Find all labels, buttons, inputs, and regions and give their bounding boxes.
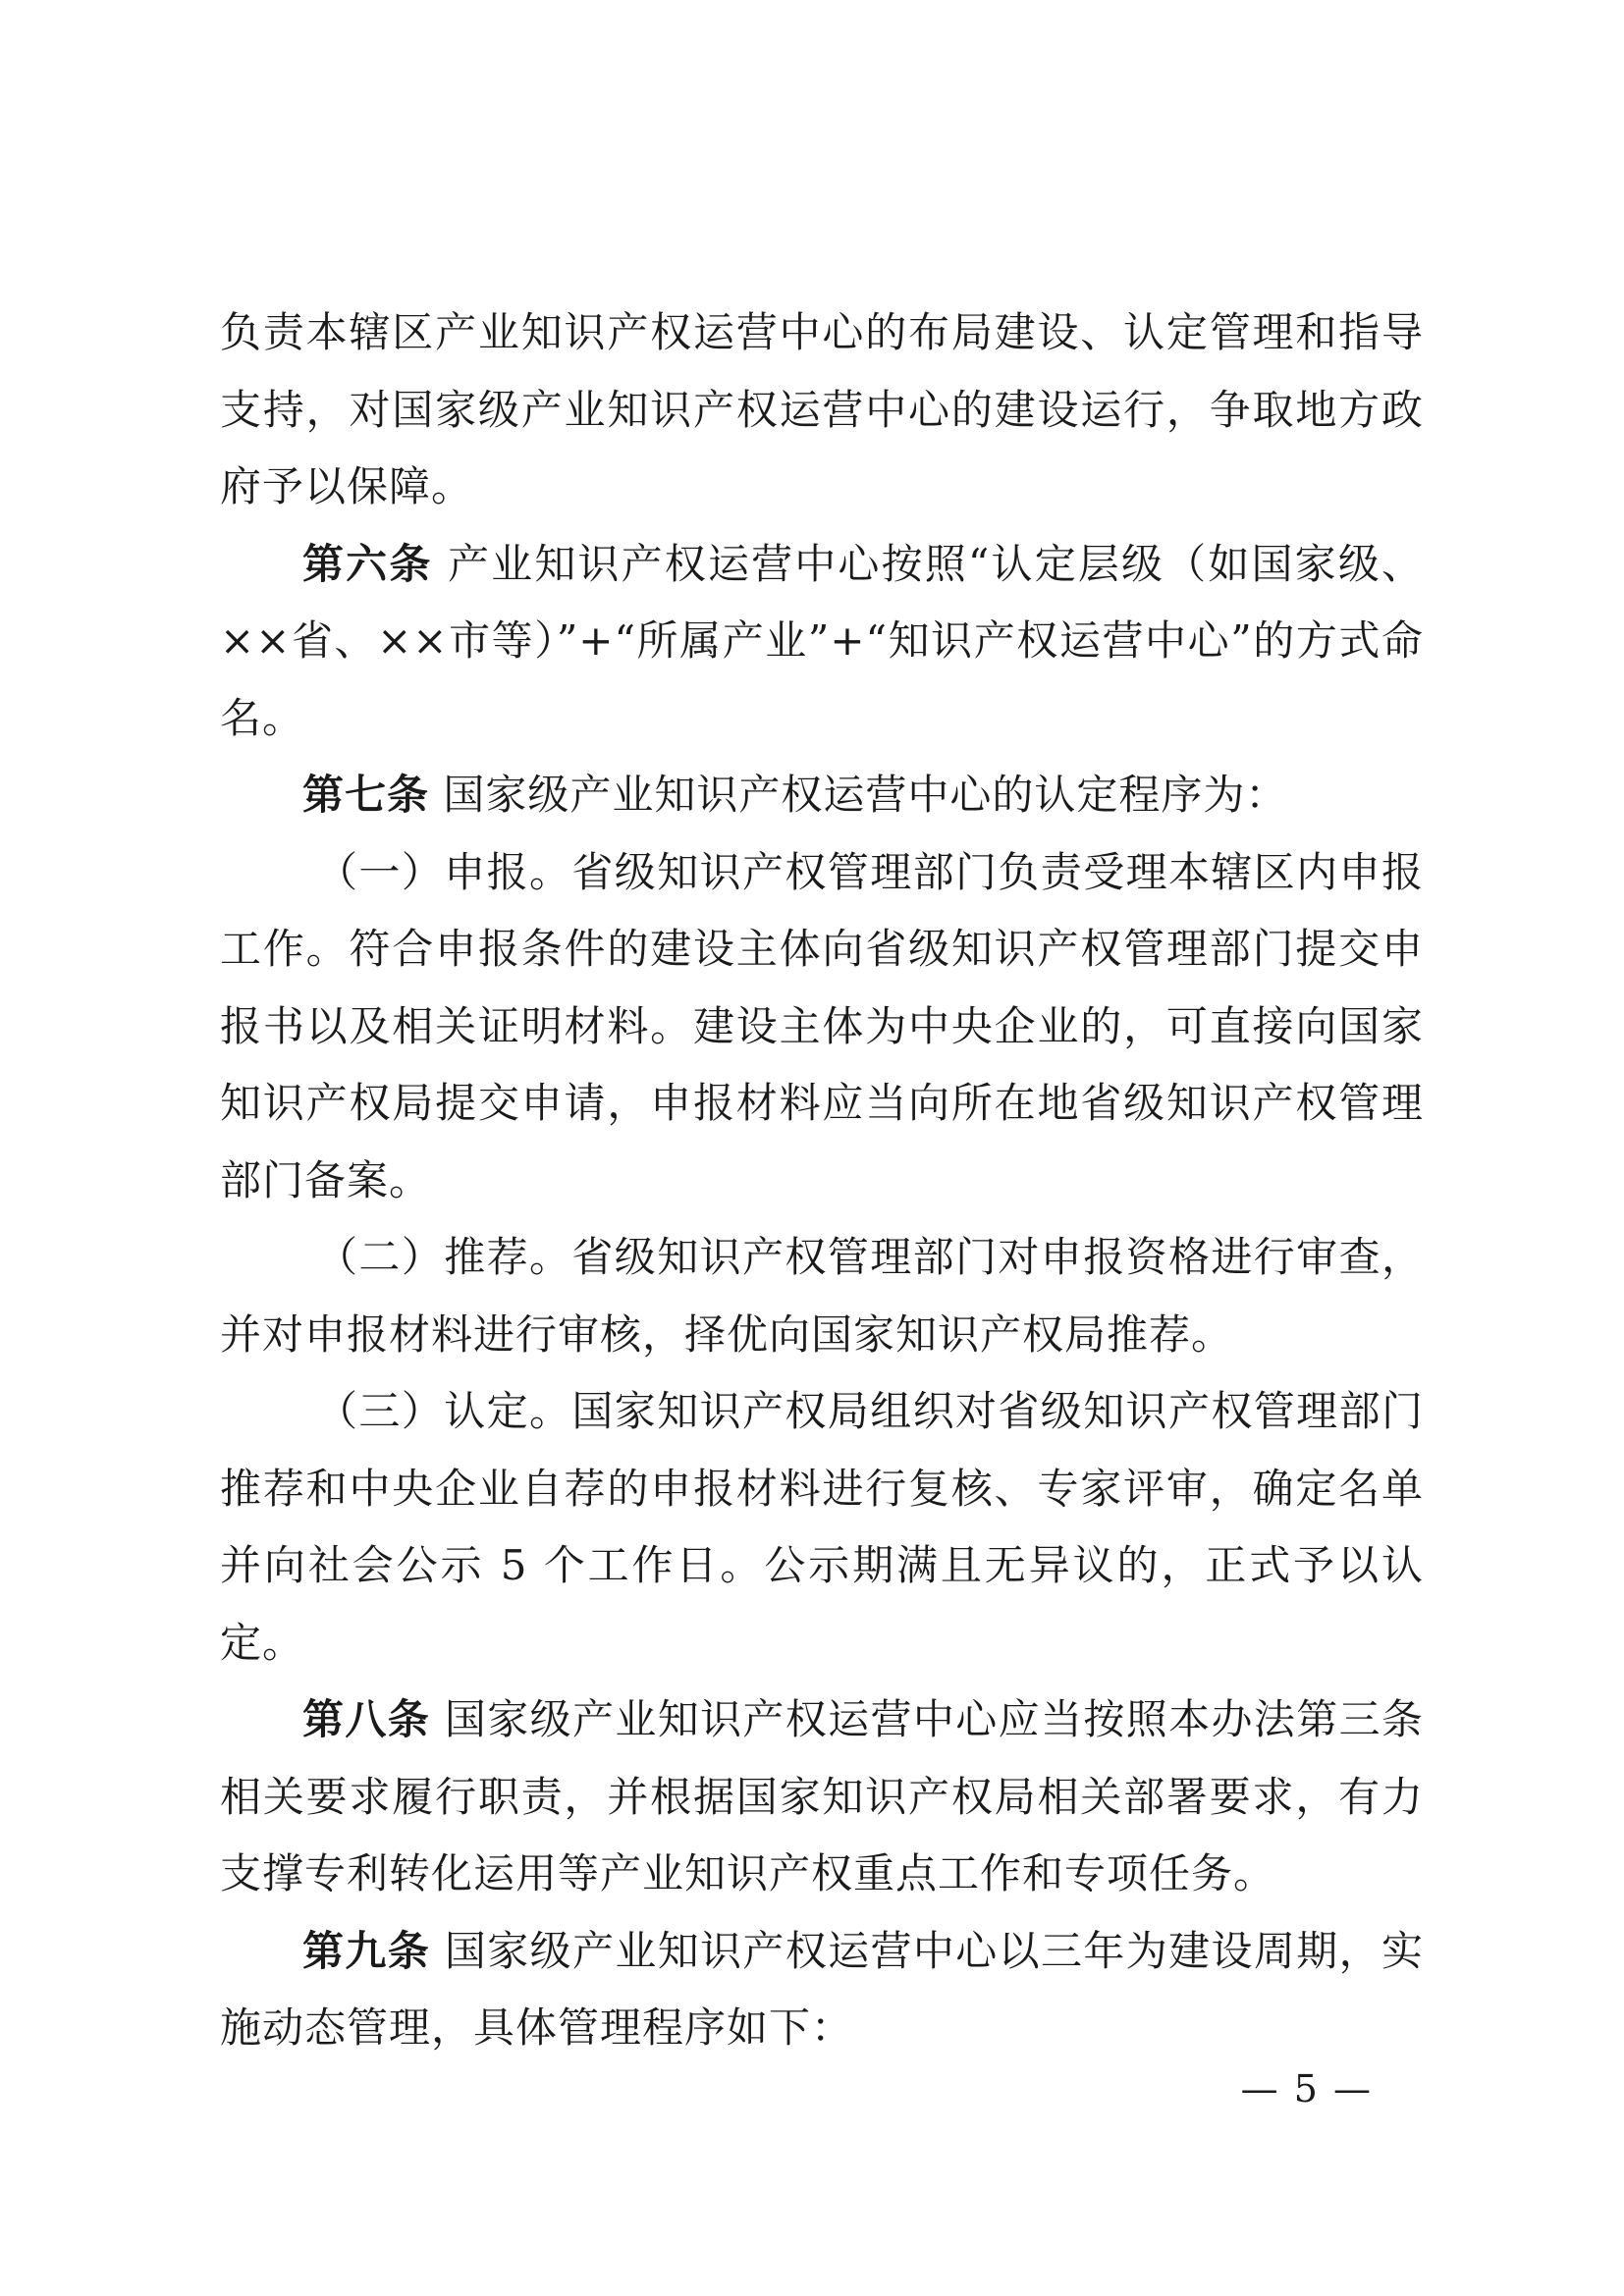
article-text: 产业知识产权运营中心按照“认定层级（如国家级、××省、××市等）”+“所属产业”+“知识产权运营中心”的方式命名。 (220, 539, 1424, 742)
article-label: 第七条 (302, 771, 430, 819)
paragraph-text: 负责本辖区产业知识产权运营中心的布局建设、认定管理和指导支持，对国家级产业知识产权运营中心的建设运行，争取地方政府予以保障。 (220, 308, 1424, 510)
article-label: 第六条 (302, 539, 433, 588)
article-9 (220, 1913, 1424, 2067)
article-7-item-2 (220, 1219, 1424, 1373)
page-number: — 5 — (1240, 2067, 1373, 2110)
item-text: （二）推荐。省级知识产权管理部门对申报资格进行审查，并对申报材料进行审核，择优向国家知识产权局推荐。 (220, 1233, 1424, 1359)
article-7-item-1 (220, 834, 1424, 1220)
article-7-item-3 (220, 1373, 1424, 1682)
article-7 (220, 757, 1424, 834)
item-text: （三）认定。国家知识产权局组织对省级知识产权管理部门推荐和中央企业自荐的申报材料进行复核、专家评审，确定名单并向社会公示 5 个工作日。公示期满且无异议的，正式予以认定。 (220, 1387, 1424, 1667)
item-text: （一）申报。省级知识产权管理部门负责受理本辖区内申报工作。符合申报条件的建设主体向省级知识产权管理部门提交申报书以及相关证明材料。建设主体为中央企业的，可直接向国家知识产权局提交申请，申报材料应当向所在地省级知识产权管理部门备案。 (220, 847, 1424, 1204)
article-text: 国家级产业知识产权运营中心以三年为建设周期，实施动态管理，具体管理程序如下： (220, 1926, 1424, 2052)
document-body (220, 294, 1424, 2067)
article-text: 国家级产业知识产权运营中心应当按照本办法第三条相关要求履行职责，并根据国家知识产权局相关部署要求，有力支撑专利转化运用等产业知识产权重点工作和专项任务。 (220, 1695, 1424, 1897)
article-text: 国家级产业知识产权运营中心的认定程序为： (429, 771, 1288, 819)
article-6 (220, 526, 1424, 758)
article-8 (220, 1682, 1424, 1913)
paragraph-continuation (220, 294, 1424, 526)
article-label: 第八条 (302, 1695, 431, 1743)
article-label: 第九条 (302, 1926, 431, 1975)
